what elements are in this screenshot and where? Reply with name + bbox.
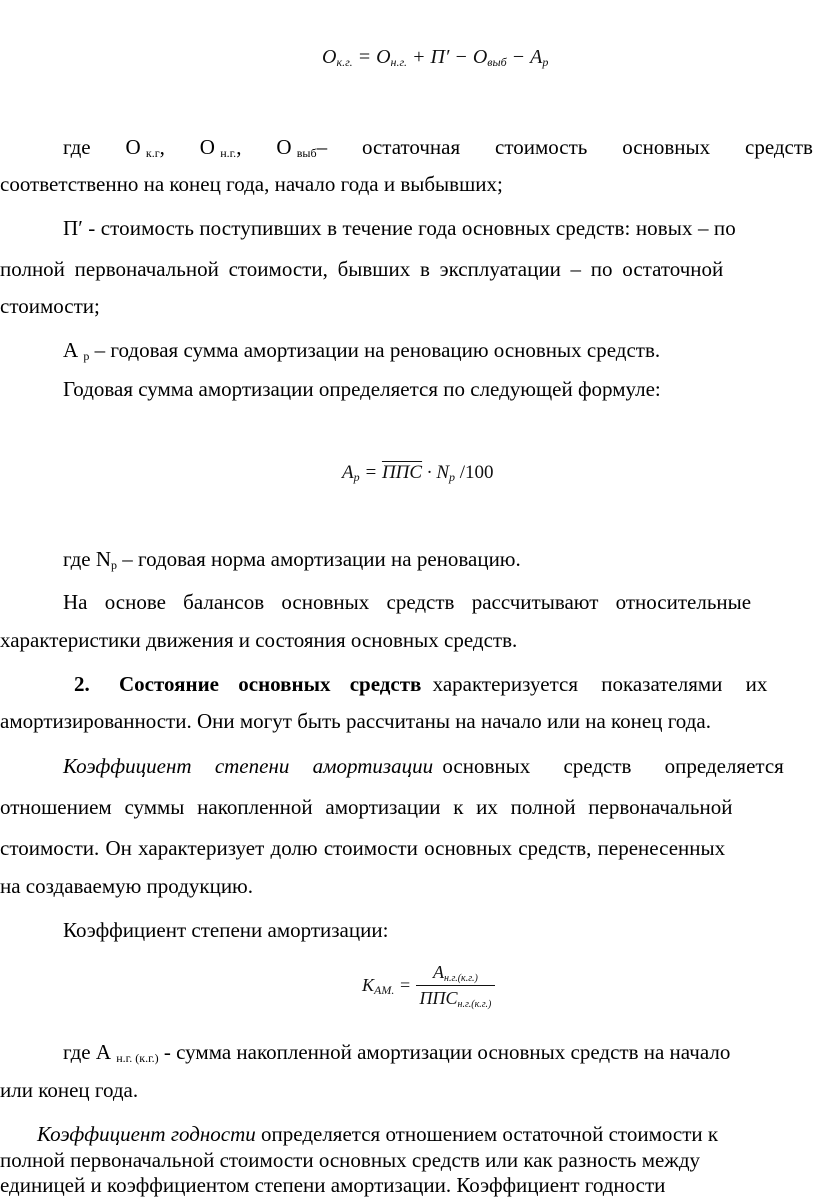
text-word: О выб– [276, 135, 328, 160]
formula-symbol: − A [506, 46, 543, 68]
text-word: основных [622, 135, 711, 159]
paragraph-fitness-line-1 [37, 1124, 816, 1145]
text-word: стоимость [495, 135, 588, 159]
formula-subscript: выб [487, 55, 507, 69]
paragraph-coefficient-line-2: отношением суммы накопленной амортизации к их полной первоначальной [0, 795, 733, 819]
section-number: 2. [74, 672, 90, 696]
formula-symbol: + П′ − O [407, 46, 488, 68]
text-word: где [63, 135, 91, 159]
formula-annual-amortization: Aр = ППС · Nр /100 [342, 462, 494, 484]
text-word: остаточная [361, 135, 461, 159]
paragraph-coefficient-line-3: стоимости. Он характеризует долю стоимости основных средств, перенесенных [0, 836, 726, 860]
paragraph-incoming-line-1: П′ - стоимость поступивших в течение года основных средств: новых – по [63, 216, 736, 240]
section-heading-condition [74, 674, 816, 695]
paragraph-formula-intro: Годовая сумма амортизации определяется по следующей формуле: [63, 377, 661, 401]
formula-residual-value [322, 46, 548, 69]
text-word: О к.г, [125, 135, 165, 160]
paragraph-coefficient-label: Коэффициент степени амортизации: [63, 918, 389, 942]
paragraph-balances-line-1: На основе балансов основных средств рассчитывают относительные [63, 590, 752, 614]
paragraph-incoming-line-3: стоимости; [0, 294, 100, 318]
paragraph-definitions-line-2: соответственно на конец года, начало года и выбывших; [0, 172, 503, 196]
paragraph-fitness-line-2: полной первоначальной стоимости основных средств или как разность между [0, 1148, 701, 1172]
formula-symbol: O [322, 46, 337, 68]
paragraph-incoming-line-2: полной первоначальной стоимости, бывших в эксплуатации – по остаточной [0, 257, 724, 281]
text-fragment: определяется отношением остаточной стоимости к [261, 1122, 719, 1146]
formula-subscript: р [542, 55, 549, 69]
paragraph-accumulated-line-1: где А н.г. (к.г.) - сумма накопленной амортизации основных средств на начало [63, 1040, 731, 1065]
text-word: О н.г., [199, 135, 242, 160]
paragraph-condition-line-2: амортизированности. Они могут быть рассчитаны на начало или на конец года. [0, 709, 711, 733]
paragraph-amortization-def: А р – годовая сумма амортизации на реновацию основных средств. [63, 338, 661, 363]
term-italic: Коэффициент годности [37, 1122, 256, 1146]
paragraph-rate-def: где Nр – годовая норма амортизации на реновацию. [63, 547, 521, 572]
paragraph-accumulated-line-2: или конец года. [0, 1078, 139, 1102]
paragraph-fitness-line-3: единицей и коэффициентом степени амортизации. Коэффициент годности [0, 1173, 666, 1197]
paragraph-balances-line-2: характеристики движения и состояния основных средств. [0, 628, 518, 652]
text-word: средств [745, 135, 813, 159]
formula-fraction: $\frac{Aн.г.(к.г.)}{\text{ППСн.г.(к.г.)}}$ [416, 962, 496, 1009]
paragraph-coefficient-line-4: на создаваемую продукцию. [0, 874, 253, 898]
formula-symbol: = O [352, 46, 391, 68]
paragraph-coefficient-line-1 [63, 756, 816, 777]
term-italic: Коэффициент степени амортизации [63, 754, 434, 778]
formula-subscript: к.г. [336, 55, 353, 69]
text-fragment: характеризуется показателями их [432, 672, 768, 696]
text-fragment: основных средств определяется [442, 754, 784, 778]
formula-amortization-coefficient: KAM. = $\frac{Aн.г.(к.г.)}{\text{ППСн.г.(к.г.)}}$ [362, 962, 495, 1009]
formula-subscript: н.г. [390, 55, 408, 69]
paragraph-definitions-line-1 [63, 137, 813, 158]
section-title: Состояние основных средств [119, 672, 422, 696]
